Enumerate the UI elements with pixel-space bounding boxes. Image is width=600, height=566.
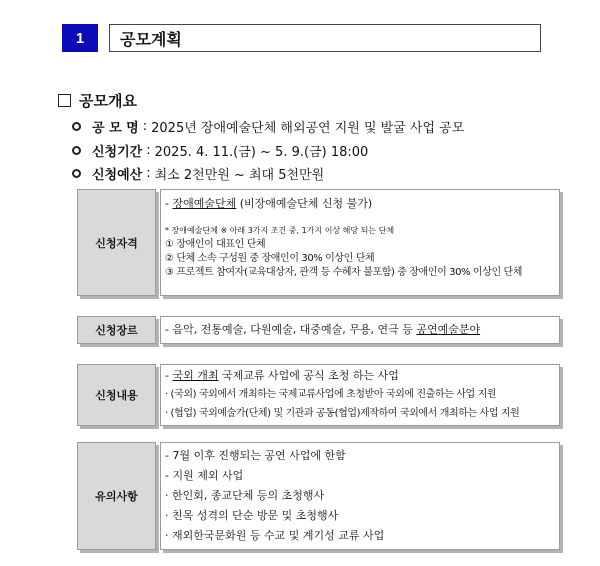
notes-label: 유의사항 [77,442,156,550]
overview-item-sep: : [142,119,148,134]
overview-item-period [72,141,368,160]
overview-item-label: 신청기간 [92,145,143,160]
overview-item-value: 2025년 장애예술단체 해외공연 지원 및 발굴 사업 공모 [151,121,465,136]
qualification-condition: ③ 프로젝트 참여자(교육대상자, 관객 등 수혜자 불포함) 중 장애인이 30% 이상인 단체 [165,267,522,278]
qualification-condition: ① 장애인이 대표인 단체 [165,239,266,250]
content-label: 신청내용 [77,364,156,426]
dash: - [165,369,173,382]
checkbox-icon [58,94,71,107]
overview-item-value: 최소 2천만원 ~ 최대 5천만원 [154,168,325,183]
overview-item-budget [72,164,324,183]
ring-bullet-icon [72,146,81,155]
content-line [165,366,555,385]
ring-bullet-icon [72,122,81,131]
genre-label: 신청장르 [77,316,156,344]
qualification-label: 신청자격 [77,189,156,296]
content-underlined: 국외 개최 [172,369,219,382]
qualification-rest: (비장애예술단체 신청 불가) [236,197,373,210]
section-number: 1 [62,24,98,52]
overview-item-label: 공 모 명 [92,121,139,136]
qualification-condition: ② 단체 소속 구성원 중 장애인이 30% 이상인 단체 [165,253,375,264]
notes-line: · 친목 성격의 단순 방문 및 초청행사 [165,509,339,522]
overview-item-sep: : [146,143,151,158]
overview-item-sep: : [146,166,151,181]
ring-bullet-icon [72,169,81,178]
content-item: · (협업) 국외예술가(단체) 및 기관과 공동(협업)제작하여 국외에서 개최하는 사업 지원 [165,408,520,419]
qualification-note: * 장애예술단체 ※ 아래 3가지 조건 중, 1가지 이상 해당 되는 단체 [165,226,395,235]
overview-heading-text: 공모개요 [79,92,137,110]
content-rest: 국제교류 사업에 공식 초청 하는 사업 [218,369,399,382]
content-item: · (국외) 국외에서 개최하는 국제교류사업에 초청받아 국외에 진출하는 사업 지원 [165,389,497,400]
overview-heading [58,90,137,111]
section-header [62,24,182,52]
content-content [160,364,560,426]
overview-item-value: 2025. 4. 11.(금) ~ 5. 9.(금) 18:00 [154,145,369,160]
notes-line: - 지원 제외 사업 [165,469,244,482]
notes-line: · 재외한국문화원 등 수교 및 계기성 교류 사업 [165,529,385,542]
overview-item-title [72,117,464,136]
overview-item-label: 신청예산 [92,168,143,183]
section-title: 공모계획 [109,24,541,52]
dash: - [165,197,173,210]
genre-content [160,316,560,344]
qualification-content [160,189,560,296]
genre-prefix: - 음악, 전통예술, 다원예술, 대중예술, 무용, 연극 등 [165,323,417,336]
notes-line: - 7월 이후 진행되는 공연 사업에 한함 [165,449,346,462]
notes-line: · 한인회, 종교단체 등의 초청행사 [165,489,325,502]
notes-content [160,442,560,550]
genre-underlined: 공연예술분야 [416,323,481,336]
qualification-underlined: 장애예술단체 [172,197,237,210]
qualification-line [165,194,555,213]
